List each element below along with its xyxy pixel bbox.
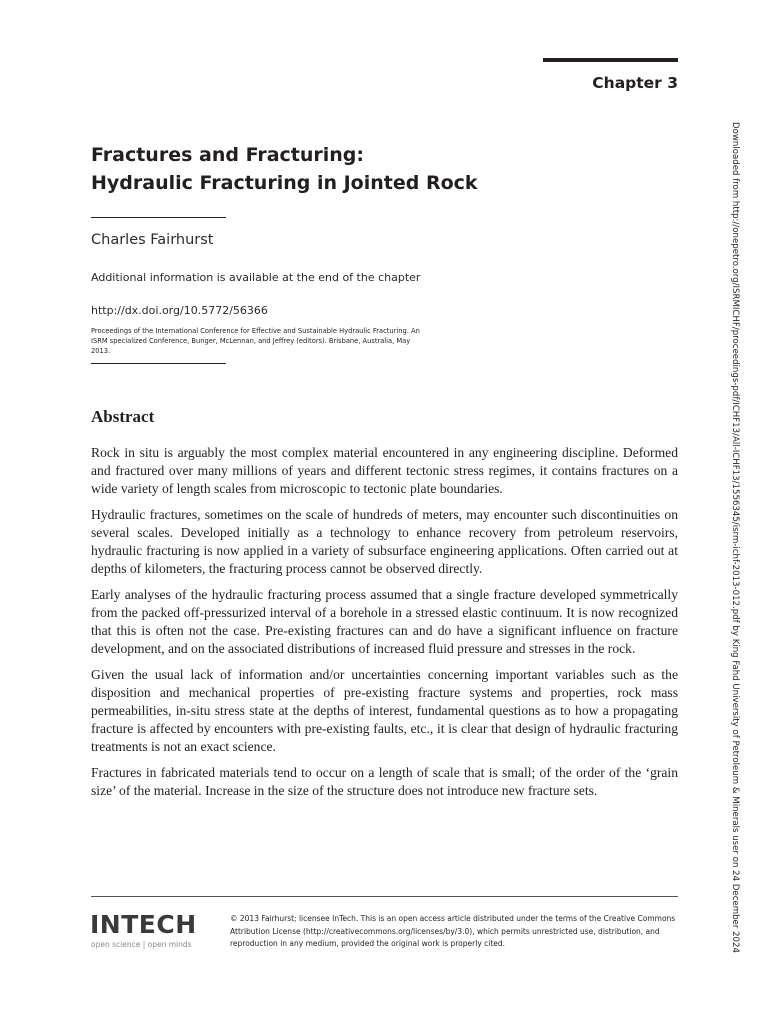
abstract-paragraph: Rock in situ is arguably the most complex material encountered in any engineering discipline. Deformed and fractured over many millions of years and different tectonic stress regimes, it contains fractures on a wide variety of length scales from microscopic to tectonic plate boundaries.	[91, 445, 678, 496]
footer-divider	[91, 896, 678, 897]
abstract-paragraph: Given the usual lack of information and/or uncertainties concerning important variables such as the disposition and mechanical properties of pre-existing fracture systems and properties, rock mass permeabilities, in-situ stress state at the depths of interest, fundamental questions as to how a propagating fracture is affected by encounters with pre-existing faults, etc., it is clear that design of hydraulic fracturing treatments is not an exact science.	[91, 667, 678, 754]
intech-logo: INTECH	[90, 910, 197, 939]
proceedings-divider	[91, 363, 226, 364]
title-line-2: Hydraulic Fracturing in Jointed Rock	[91, 172, 478, 194]
doi-link[interactable]: http://dx.doi.org/10.5772/56366	[91, 304, 268, 317]
abstract-paragraph: Fractures in fabricated materials tend to occur on a length of scale that is small; of the order of the ‘grain size’ of the material. Increase in the size of the structure does not introduce new fracture sets.	[91, 765, 678, 798]
chapter-rule	[543, 58, 678, 62]
chapter-label: Chapter 3	[592, 74, 678, 92]
proceedings-note: Proceedings of the International Conference for Effective and Sustainable Hydraulic Fracturing. An ISRM specialized Conference, Bunger, McLennan, and Jeffrey (editors). Brisbane, Australia, May 2013.	[91, 327, 420, 355]
intech-tagline: open science | open minds	[91, 940, 192, 949]
abstract-heading: Abstract	[91, 407, 155, 426]
title-divider	[91, 217, 226, 218]
abstract-paragraph: Early analyses of the hydraulic fracturing process assumed that a single fracture developed symmetrically from the packed off-pressurized interval of a borehole in a stressed elastic continuum. It is now recognized that this is often not the case. Pre-existing fractures can and do have a significant influence on fracture development, and on the associated distributions of increased fluid pressure and stresses in the rock.	[91, 587, 678, 656]
abstract-body	[91, 444, 678, 808]
license-notice: © 2013 Fairhurst; licensee InTech. This is an open access article distributed under the terms of the Creative Commons Attribution License (http://creativecommons.org/licenses/by/3.0), which permits unrestricted use, distribution, and reproduction in any medium, provided the original work is properly cited.	[230, 914, 676, 948]
additional-info-note: Additional information is available at the end of the chapter	[91, 271, 421, 284]
author-name: Charles Fairhurst	[91, 232, 214, 248]
download-watermark: Downloaded from http://onepetro.org/ISRMICHF/proceedings-pdf/ICHF13/All-ICHF13/1556345/isrm-ichf-2013-012.pdf by King Fahd University of Petroleum & Minerals user on 24 December 2024	[730, 122, 740, 953]
chapter-title	[91, 141, 611, 197]
title-line-1: Fractures and Fracturing:	[91, 144, 365, 166]
abstract-paragraph: Hydraulic fractures, sometimes on the scale of hundreds of meters, may encounter such discontinuities on several scales. Developed initially as a technology to enhance recovery from petroleum reservoirs, hydraulic fracturing is now applied in a variety of subsurface engineering applications. Often carried out at depths of kilometers, the fracturing process cannot be observed directly.	[91, 507, 678, 576]
download-watermark-container	[727, 122, 745, 953]
